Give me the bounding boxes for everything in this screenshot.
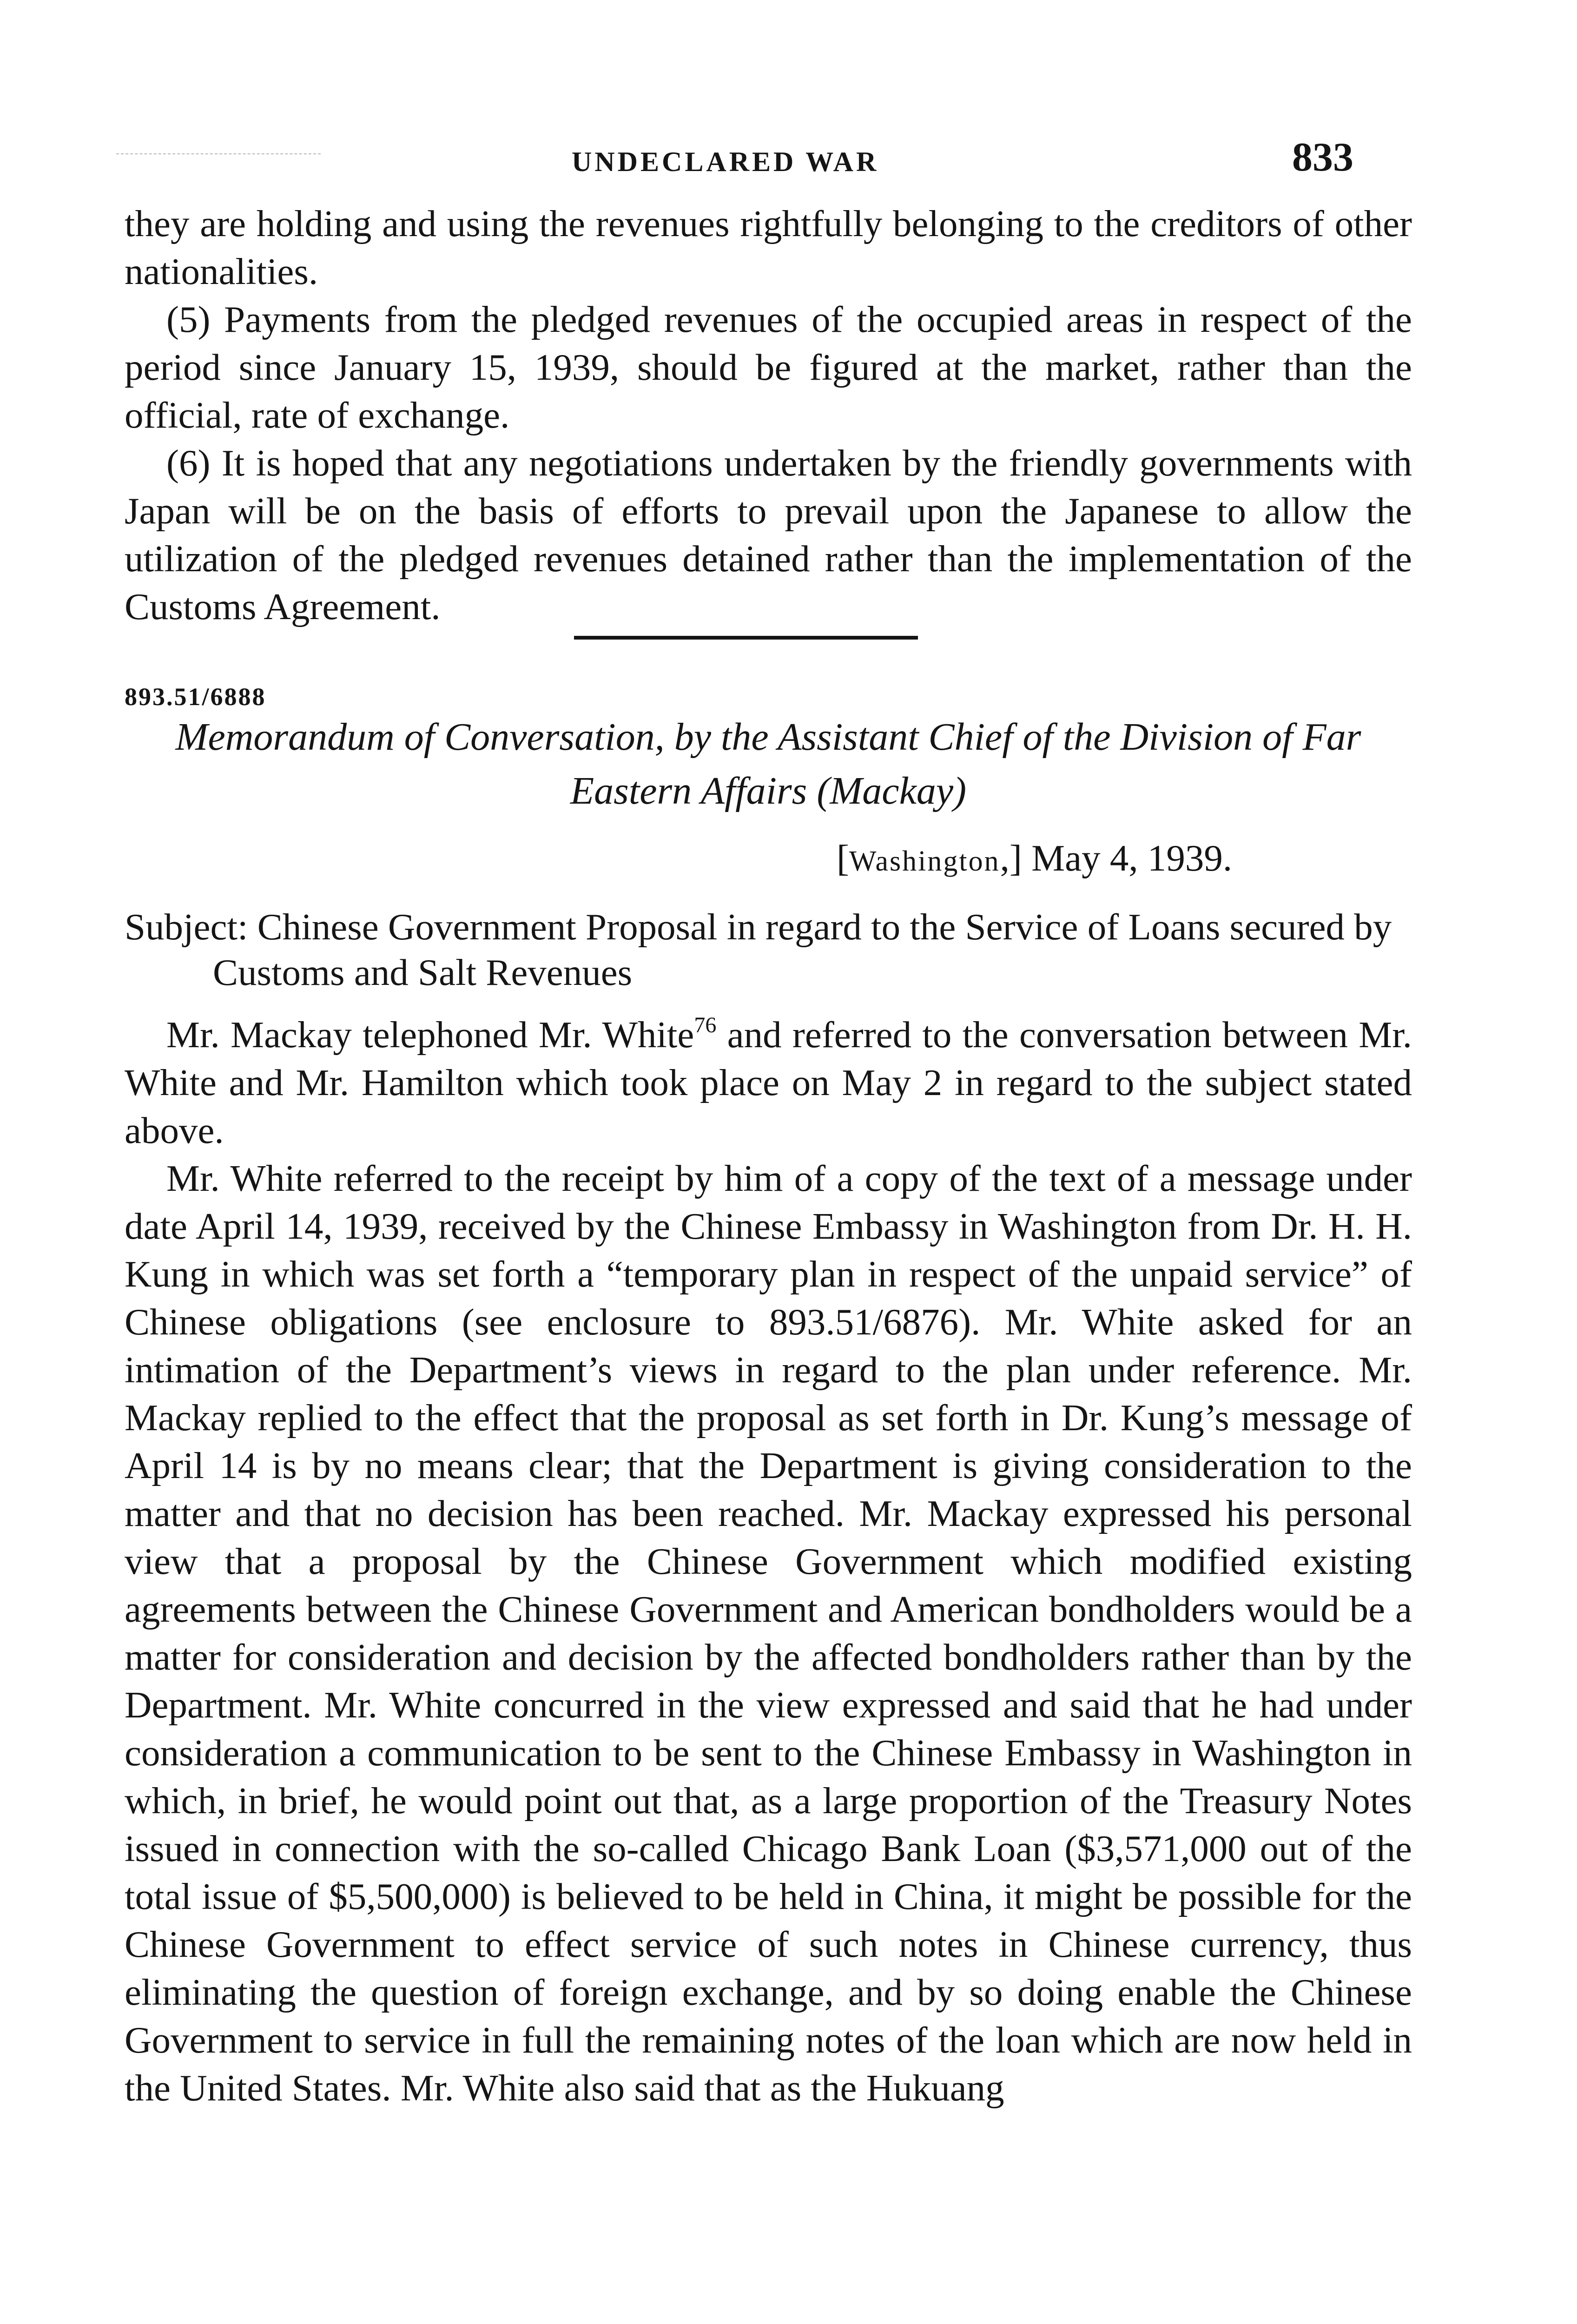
dateline: [Washington,] May 4, 1939. <box>837 837 1233 879</box>
dateline-place: Washington <box>849 845 1000 877</box>
paragraph: they are holding and using the revenues rightfully belonging to the creditors of other nationalities. <box>125 203 1412 292</box>
continued-text <box>125 200 1412 631</box>
paragraph: (6) It is hoped that any negotiations undertaken by the friendly governments with Japan will be on the basis of efforts to prevail upon the Japanese to allow the utilization of the pledged revenues detained rather than the implementation of the Customs Agreement. <box>125 442 1412 627</box>
memo-title: Memorandum of Conversation, by the Assistant Chief of the Division of Far Eastern Affairs (Mackay) <box>175 715 1361 812</box>
paragraph: Mr. Mackay telephoned Mr. White$^{76}$ and referred to the conversation between Mr. White and Mr. Hamilton which took place on May 2 in regard to the subject stated above. <box>125 1013 1412 1151</box>
section-divider <box>574 636 918 640</box>
page-header <box>0 134 1577 185</box>
paragraph: (5) Payments from the pledged revenues of the occupied areas in respect of the period since January 15, 1939, should be figured at the market, rather than the official, rate of exchange. <box>125 298 1412 436</box>
subject-line: Subject: Chinese Government Proposal in regard to the Service of Loans secured by Customs and Salt Revenues <box>125 906 1392 993</box>
paragraph: Mr. White referred to the receipt by him of a copy of the text of a message under date April 14, 1939, received by the Chinese Embassy in Washington from Dr. H. H. Kung in which was set forth a “temporary plan in respect of the unpaid service” of Chinese obligations (see enclosure to 893.51/6876). Mr. White asked for an intimation of the Department’s views in regard to the plan under reference. Mr. Mackay replied to the effect that the proposal as set forth in Dr. Kung’s message of April 14 is by no means clear; that the Department is giving consideration to the matter and that no decision has been reached. Mr. Mackay expressed his personal view that a proposal by the Chinese Government which modified existing agreements between the Chinese Government and American bondholders would be a matter for consideration and decision by the affected bondholders rather than by the Department. Mr. White concurred in the view expressed and said that he had under consideration a communication to be sent to the Chinese Embassy in Washington in which, in brief, he would point out that, as a large proportion of the Treasury Notes issued in connection with the so-called Chicago Bank Loan ($3,571,000 out of the total issue of $5,500,000) is believed to be held in China, it might be possible for the Chinese Government to effect service of such notes in Chinese currency, thus eliminating the question of foreign exchange, and by so doing enable the Chinese Government to service in full the remaining notes of the loan which are now held in the United States. Mr. White also said that as the Hukuang <box>125 1157 1412 2109</box>
page-number: 833 <box>1292 135 1353 180</box>
file-number: 893.51/6888 <box>125 683 266 711</box>
footnote-reference[interactable]: 76 <box>694 1013 717 1037</box>
running-title: UNDECLARED WAR <box>572 146 879 177</box>
dateline-date: May 4, 1939. <box>1031 837 1233 879</box>
memo-body <box>125 1011 1412 2112</box>
